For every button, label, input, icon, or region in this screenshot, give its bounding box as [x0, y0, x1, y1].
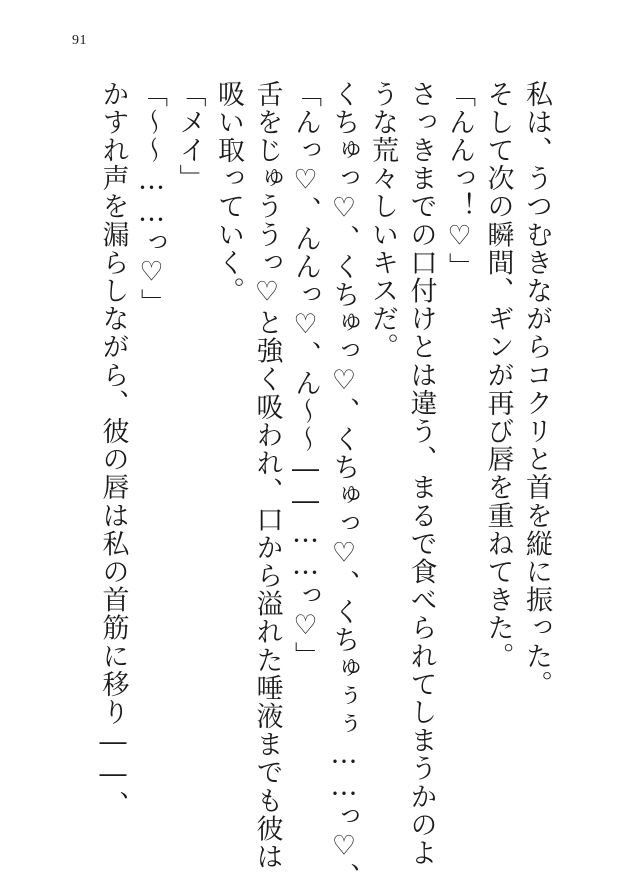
text-line: うな荒々しいキスだ。	[367, 80, 398, 361]
text-line: 「んんっ！♡」	[444, 80, 475, 281]
body-text	[93, 80, 555, 891]
text-line: そして次の瞬間、ギンが再び唇を重ねてきた。	[482, 80, 514, 671]
text-line: 吸い取っていく。	[213, 80, 244, 305]
text-line: くちゅっ♡、くちゅっ♡、くちゅっ♡、くちゅぅぅ……っ♡、	[328, 80, 360, 891]
text-line: かすれ声を漏らしながら、彼の唇は私の首筋に移り――、	[97, 80, 129, 819]
text-line: 私は、うつむきながらコクリと首を縦に振った。	[521, 80, 552, 699]
text-line: 「メイ」	[174, 80, 206, 193]
text-line: さっきまでの口付けとは違う、まるで食べられてしまうかのよ	[405, 80, 437, 867]
text-line: 「んっ♡、んんっ♡、ん〜〜――……っ♡」	[290, 80, 321, 670]
text-line: 「〜〜……っ♡」	[136, 80, 167, 317]
text-line: 舌をじゅううっ♡と強く吸われ、口から溢れた唾液までも彼は	[251, 80, 283, 871]
page-number: 91	[72, 33, 87, 48]
